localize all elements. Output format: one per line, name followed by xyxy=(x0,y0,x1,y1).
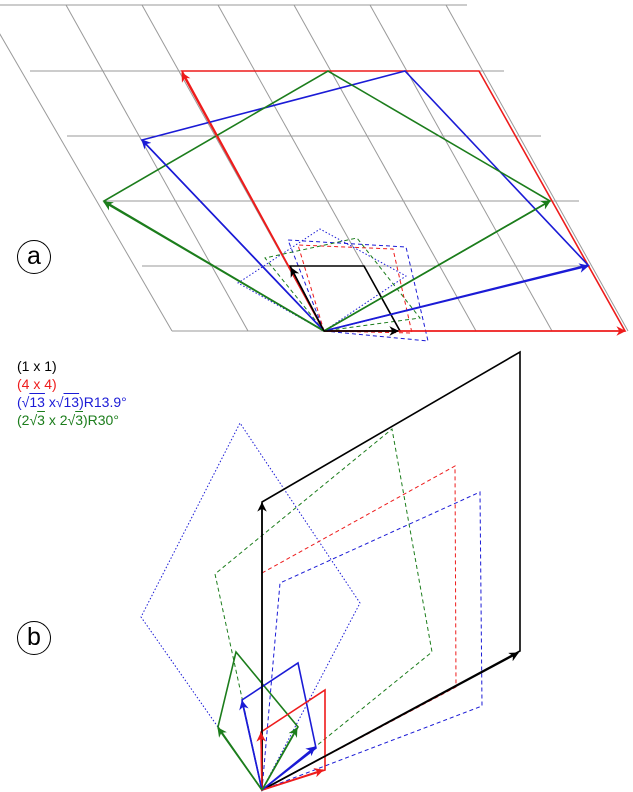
legend-blue-mid: x xyxy=(44,394,56,410)
legend-red-text: (4 x 4) xyxy=(17,376,57,392)
blue-dashed-cell-b xyxy=(262,492,482,790)
legend-blue-open: ( xyxy=(17,394,22,410)
legend-green xyxy=(17,411,127,429)
panel-b-label: b xyxy=(17,621,51,655)
legend-green-mid: x 2 xyxy=(44,412,68,428)
green-dashed-cell-a xyxy=(265,238,420,331)
legend-blue xyxy=(17,393,127,411)
black-cell-b xyxy=(262,352,520,790)
sqrt-symbol: √ xyxy=(67,412,76,428)
panel-a-vectors xyxy=(104,73,625,331)
red-dashed-cell-b xyxy=(262,466,456,790)
blue-vector-b2 xyxy=(262,747,315,790)
panel-b-cells xyxy=(218,352,520,790)
panel-a-small-cells xyxy=(238,229,428,341)
legend-red xyxy=(17,375,127,393)
panel-b-vectors xyxy=(218,503,518,790)
sqrt-symbol: √ xyxy=(21,394,30,410)
legend-green-close: )R30° xyxy=(83,412,119,428)
legend-black-text: (1 x 1) xyxy=(17,358,57,374)
red-vector-b1 xyxy=(261,733,262,790)
legend-blue-root2: 13 xyxy=(63,394,80,410)
legend-blue-close: )R13.9° xyxy=(79,394,127,410)
legend-black xyxy=(17,357,127,375)
panel-a-label: a xyxy=(17,240,51,274)
panel-b-dashed-cells xyxy=(141,423,482,790)
legend-blue-root1: 13 xyxy=(29,394,45,410)
legend xyxy=(17,357,127,429)
blue-cell-b xyxy=(242,663,316,790)
blue-vector-a1 xyxy=(324,266,588,331)
sqrt-symbol: √ xyxy=(29,412,38,428)
legend-green-root2: 3 xyxy=(75,412,83,428)
legend-green-root1: 3 xyxy=(37,412,45,428)
sqrt-symbol: √ xyxy=(55,394,64,410)
blue-dotted-cell-a xyxy=(238,229,406,331)
green-dashed-cell-b xyxy=(215,429,432,790)
legend-green-open: (2 xyxy=(17,412,30,428)
